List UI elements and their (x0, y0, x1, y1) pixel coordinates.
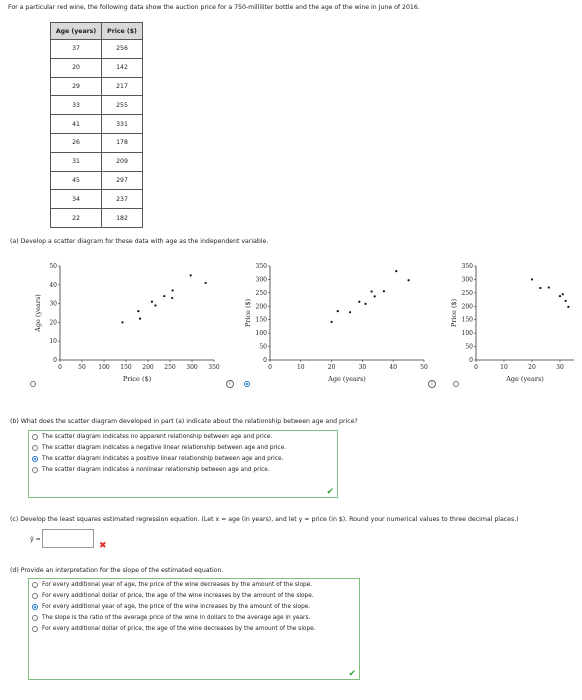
cell-price: 255 (102, 96, 143, 115)
regression-equation-input[interactable] (42, 529, 94, 548)
x-tick-label: 0 (268, 364, 272, 371)
x-tick-label: 50 (78, 364, 86, 371)
part-b-option[interactable] (29, 431, 337, 442)
data-point (565, 300, 567, 302)
option-label: The scatter diagram indicates no apparent relationship between age and price. (42, 433, 273, 440)
y-tick-label: 0 (469, 357, 473, 364)
cell-price: 217 (102, 77, 143, 96)
incorrect-x-icon: ✖ (99, 541, 107, 551)
part-d-option[interactable] (29, 612, 359, 623)
part-b-option[interactable] (29, 464, 337, 475)
table-row (51, 152, 143, 171)
option-label: For every additional dollar of price, the age of the wine increases by the amount of the slope. (42, 592, 314, 599)
y-tick-label: 250 (255, 289, 267, 297)
y-tick-label: 50 (465, 343, 473, 351)
y-tick-label: 20 (49, 319, 57, 327)
data-point (559, 295, 561, 297)
col-header-age: Age (years) (51, 23, 102, 40)
data-point (374, 295, 376, 297)
data-point (548, 286, 550, 288)
x-tick-label: 10 (500, 364, 508, 371)
cell-age: 22 (51, 209, 102, 228)
x-tick-label: 0 (58, 364, 62, 371)
data-point (531, 278, 533, 280)
radio-button[interactable] (32, 615, 38, 621)
problem-intro: For a particular red wine, the following data show the auction price for a 750-milliliter bottle and the age of the wine in June of 2016. (8, 4, 420, 11)
data-point (337, 310, 339, 312)
data-point (349, 311, 351, 313)
x-tick-label: 40 (389, 364, 398, 371)
cell-price: 256 (102, 40, 143, 59)
x-tick-label: 300 (186, 364, 198, 371)
col-header-price: Price ($) (102, 23, 143, 40)
table-row (51, 77, 143, 96)
part-b-options (28, 430, 338, 498)
table-row (51, 209, 143, 228)
table-row (51, 96, 143, 115)
y-axis-label: Age (years) (34, 294, 42, 332)
table-row (51, 58, 143, 77)
y-tick-label: 50 (49, 263, 57, 270)
cell-price: 182 (102, 209, 143, 228)
x-tick-label: 200 (142, 364, 154, 371)
y-tick-label: 150 (461, 316, 473, 324)
part-d-option[interactable] (29, 623, 345, 634)
y-axis-label: Price ($) (450, 298, 458, 328)
data-point (567, 306, 569, 308)
y-tick-label: 350 (255, 263, 267, 270)
cell-price: 331 (102, 115, 143, 134)
data-point (139, 318, 141, 320)
part-d-question: (d) Provide an interpretation for the slope of the estimated equation. (10, 567, 224, 574)
y-tick-label: 50 (259, 343, 267, 351)
cell-age: 37 (51, 40, 102, 59)
x-tick-label: 100 (98, 364, 110, 371)
cell-age: 34 (51, 190, 102, 209)
y-tick-label: 0 (53, 357, 57, 364)
info-icon[interactable]: i (226, 380, 234, 388)
cell-age: 29 (51, 77, 102, 96)
x-tick-label: 30 (358, 364, 367, 371)
x-tick-label: 50 (420, 364, 428, 371)
data-point (154, 304, 156, 306)
radio-button[interactable] (32, 593, 38, 599)
part-b-option[interactable] (29, 453, 337, 464)
info-icon[interactable]: i (428, 380, 436, 388)
data-point (163, 295, 165, 297)
data-point (137, 310, 139, 312)
data-point (408, 279, 410, 281)
cell-age: 31 (51, 152, 102, 171)
data-point (383, 290, 385, 292)
y-tick-label: 350 (461, 263, 473, 270)
cell-age: 33 (51, 96, 102, 115)
option-label: For every additional dollar of price, the age of the wine decreases by the amount of the slope. (42, 625, 316, 632)
data-point (539, 287, 541, 289)
y-tick-label: 100 (461, 330, 473, 338)
radio-button[interactable] (32, 467, 38, 473)
x-tick-label: 20 (528, 364, 536, 371)
y-tick-label: 200 (255, 303, 267, 311)
data-point (205, 282, 207, 284)
data-point (562, 293, 564, 295)
y-tick-label: 100 (255, 330, 267, 338)
cell-age: 41 (51, 115, 102, 134)
table-row (51, 40, 143, 59)
table-row (51, 171, 143, 190)
cell-age: 26 (51, 133, 102, 152)
option-label: The scatter diagram indicates a nonlinear relationship between age and price. (42, 466, 270, 473)
scatter-chart-age-price (238, 258, 438, 393)
y-tick-label: 40 (49, 281, 57, 289)
x-tick-label: 150 (120, 364, 132, 371)
part-d-option[interactable] (29, 590, 345, 601)
part-d-option[interactable] (29, 579, 359, 590)
y-tick-label: 0 (263, 357, 267, 364)
part-d-option[interactable] (29, 601, 359, 612)
x-tick-label: 250 (164, 364, 176, 371)
data-point (395, 270, 397, 272)
data-point (190, 274, 192, 276)
scatter-chart-price-age (28, 258, 228, 393)
table-row (51, 133, 143, 152)
option-label: The scatter diagram indicates a negative linear relationship between age and price. (42, 444, 287, 451)
data-point (171, 297, 173, 299)
data-point (364, 303, 366, 305)
x-tick-label: 10 (296, 364, 305, 371)
cell-price: 237 (102, 190, 143, 209)
y-tick-label: 30 (49, 300, 57, 308)
y-tick-label: 300 (461, 276, 473, 284)
yhat-label: ŷ = (30, 536, 41, 543)
radio-button[interactable] (32, 604, 38, 610)
x-axis-label: Age (years) (328, 375, 366, 383)
cell-age: 20 (51, 58, 102, 77)
table-row (51, 190, 143, 209)
cell-price: 297 (102, 171, 143, 190)
chart-choice-1-radio[interactable] (30, 381, 36, 387)
data-point (331, 321, 333, 323)
x-tick-label: 0 (474, 364, 478, 371)
part-a-question: (a) Develop a scatter diagram for these data with age as the independent variable. (10, 238, 269, 245)
radio-button[interactable] (32, 582, 38, 588)
correct-check-icon: ✔ (348, 669, 356, 679)
part-c-question: (c) Develop the least squares estimated regression equation. (Let x = age (in years), and let y = price (in $). Round your numerical values to three decimal places.) (10, 516, 519, 523)
x-axis-label: Age (years) (506, 375, 544, 383)
option-label: The scatter diagram indicates a positive linear relationship between age and price. (42, 455, 284, 462)
data-point (358, 301, 360, 303)
data-point (121, 321, 123, 323)
cell-price: 209 (102, 152, 143, 171)
radio-button[interactable] (32, 456, 38, 462)
option-label: For every additional year of age, the price of the wine decreases by the amount of the slope. (42, 581, 313, 588)
cell-price: 142 (102, 58, 143, 77)
y-tick-label: 10 (49, 338, 57, 346)
x-axis-label: Price ($) (122, 375, 152, 383)
y-tick-label: 200 (461, 303, 473, 311)
option-label: The slope is the ratio of the average price of the wine in dollars to the average age in years. (42, 614, 311, 621)
y-tick-label: 150 (255, 316, 267, 324)
x-tick-label: 20 (327, 364, 336, 371)
y-tick-label: 300 (255, 276, 267, 284)
x-tick-label: 30 (556, 364, 564, 371)
y-tick-label: 250 (461, 289, 473, 297)
y-axis-label: Price ($) (244, 298, 252, 328)
cell-age: 45 (51, 171, 102, 190)
data-point (371, 290, 373, 292)
radio-button[interactable] (32, 434, 38, 440)
part-d-options (28, 578, 360, 680)
table-row (51, 115, 143, 134)
radio-button[interactable] (32, 626, 38, 632)
cell-price: 178 (102, 133, 143, 152)
x-tick-label: 350 (208, 364, 220, 371)
option-label: For every additional year of age, the price of the wine increases by the amount of the slope. (42, 603, 311, 610)
scatter-chart-age-price-alt (444, 258, 580, 393)
part-b-option[interactable] (29, 442, 337, 453)
data-table (50, 22, 143, 228)
part-b-question: (b) What does the scatter diagram developed in part (a) indicate about the relationship between age and price? (10, 418, 358, 425)
data-point (172, 289, 174, 291)
radio-button[interactable] (32, 445, 38, 451)
data-point (151, 301, 153, 303)
correct-check-icon: ✔ (326, 487, 334, 497)
